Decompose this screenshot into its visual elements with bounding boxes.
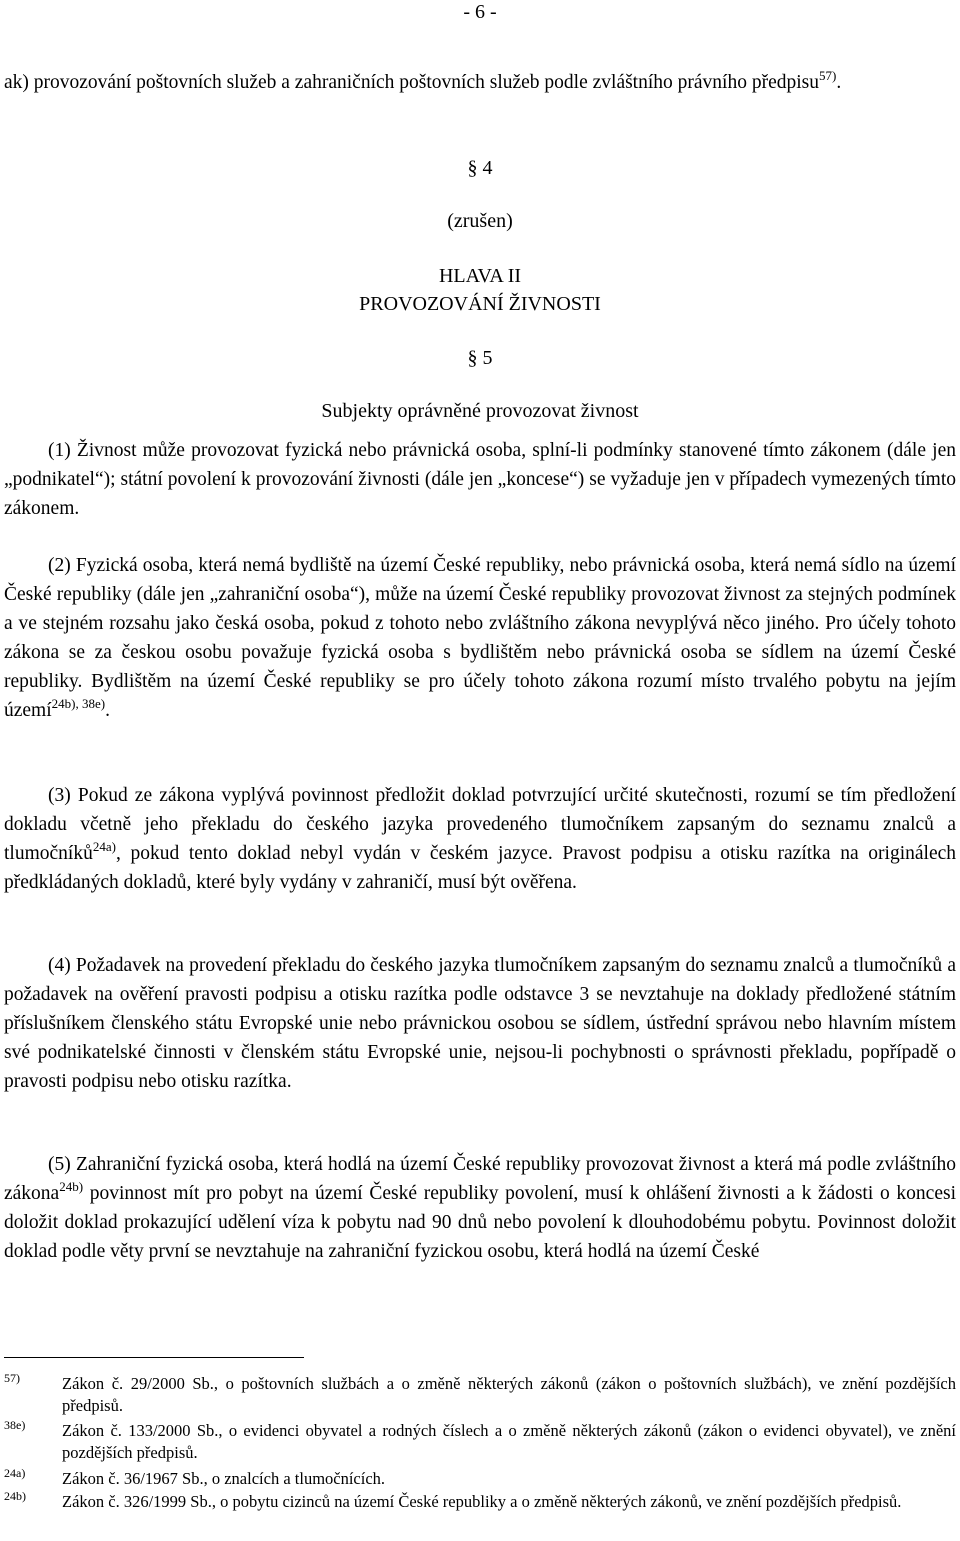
item-ak	[4, 68, 956, 97]
paragraph-4: (4) Požadavek na provedení překladu do českého jazyka tlumočníkem zapsaným do seznamu znalců a tlumočníků a požadavek na ověření pravosti podpisu a otisku razítka podle odstavce 3 se nevztahuje na doklady předložené státním příslušníkem členského státu Evropské unie nebo právnickou osobou se sídlem, ústřední správou nebo hlavním místem své podnikatelské činnosti v členském státu Evropské unie, nejsou-li pochybnosti o správnosti překladu, popřípadě o pravosti podpisu nebo otisku razítka.	[4, 955, 956, 1092]
paragraph-2	[4, 551, 956, 725]
paragraph-3-text-a: (3) Pokud ze zákona vyplývá povinnost předložit doklad potvrzující určité skutečnosti, rozumí se tím předložení dokladu včetně jeho překladu do českého jazyka provedeného tlumočníkem zapsaným do seznamu znalců a tlumočníků	[4, 785, 956, 864]
section-4-status: (zrušen)	[447, 210, 513, 232]
paragraph-3-text-b: , pokud tento doklad nebyl vydán v českém jazyce. Pravost podpisu a otisku razítka na originálech předkládaných dokladů, které byly vydány v zahraničí, musí být ověřena.	[4, 843, 956, 893]
section-4-heading: § 4	[467, 157, 493, 179]
paragraph-5-text-b: povinnost mít pro pobyt na území České republiky povolení, musí k ohlášení živnosti a k žádosti o koncesi doložit doklad prokazující udělení víza k pobytu nad 90 dnů nebo povolení k dlouhodobému pobytu. Povinnost doložit doklad podle věty první se nevztahuje na zahraniční fyzickou osobu, která hodlá na území České	[4, 1183, 956, 1262]
footnote-24b	[4, 1491, 956, 1513]
footnote-text: Zákon č. 326/1999 Sb., o pobytu cizinců na území České republiky a o změně některých zákonů, ve znění pozdějších předpisů.	[62, 1492, 902, 1511]
footnote-mark: 24b)	[4, 1489, 26, 1503]
paragraph-5	[4, 1150, 956, 1266]
footnote-text: Zákon č. 133/2000 Sb., o evidenci obyvatel a rodných číslech a o změně některých zákonů (zákon o evidenci obyvatel), ve znění pozdějších předpisů.	[62, 1421, 956, 1462]
section-5-heading: § 5	[467, 347, 493, 369]
paragraph-3	[4, 781, 956, 897]
footnote-text: Zákon č. 29/2000 Sb., o poštovních službách a o změně některých zákonů (zákon o poštovních službách), ve znění pozdějších předpisů.	[62, 1374, 956, 1415]
section-5-title: Subjekty oprávněné provozovat živnost	[321, 400, 639, 422]
chapter-title: PROVOZOVÁNÍ ŽIVNOSTI	[359, 293, 601, 315]
paragraph-5-text-a: (5) Zahraniční fyzická osoba, která hodlá na území České republiky provozovat živnost a která má podle zvláštního zákona	[4, 1154, 956, 1204]
paragraph-2-end: .	[105, 700, 110, 721]
footnote-ref-24b: 24b)	[59, 1179, 84, 1194]
footnote-mark: 24a)	[4, 1466, 26, 1480]
footnote-24a	[4, 1468, 956, 1490]
footnote-mark: 57)	[4, 1371, 20, 1385]
paragraph-2-text: (2) Fyzická osoba, která nemá bydliště na území České republiky, nebo právnická osoba, která nemá sídlo na území České republiky (dále jen „zahraniční osoba“), může na území České republiky provozovat živnost za stejných podmínek a ve stejném rozsahu jako česká osoba, pokud z tohoto nebo zvláštního zákona nevyplývá něco jiného. Pro účely tohoto zákona se za českou osobu považuje fyzická osoba s bydlištěm nebo právnická osoba se sídlem na území České republiky. Bydlištěm na území České republiky se pro účely tohoto zákona rozumí místo trvalého pobytu na jejím území	[4, 555, 956, 721]
footnote-57	[4, 1373, 956, 1417]
item-ak-text: ak) provozování poštovních služeb a zahraničních poštovních služeb podle zvláštního právního předpisu	[4, 72, 819, 93]
chapter-label: HLAVA II	[438, 265, 522, 287]
footnote-38e	[4, 1420, 956, 1464]
footnote-text: Zákon č. 36/1967 Sb., o znalcích a tlumočnících.	[62, 1469, 386, 1488]
footnote-mark: 38e)	[4, 1418, 26, 1432]
page-number: - 6 -	[463, 1, 497, 23]
item-ak-end: .	[836, 72, 842, 93]
footnote-ref-24a: 24a)	[92, 839, 116, 854]
footnote-separator	[4, 1357, 304, 1358]
footnote-ref-24b-38e: 24b), 38e)	[51, 696, 106, 711]
paragraph-1: (1) Živnost může provozovat fyzická nebo právnická osoba, splní-li podmínky stanovené tímto zákonem (dále jen „podnikatel“); státní povolení k provozování živnosti (dále jen „koncese“) se vyžaduje jen v případech vymezených tímto zákonem.	[4, 440, 956, 519]
footnote-ref-57: 57)	[819, 68, 837, 83]
